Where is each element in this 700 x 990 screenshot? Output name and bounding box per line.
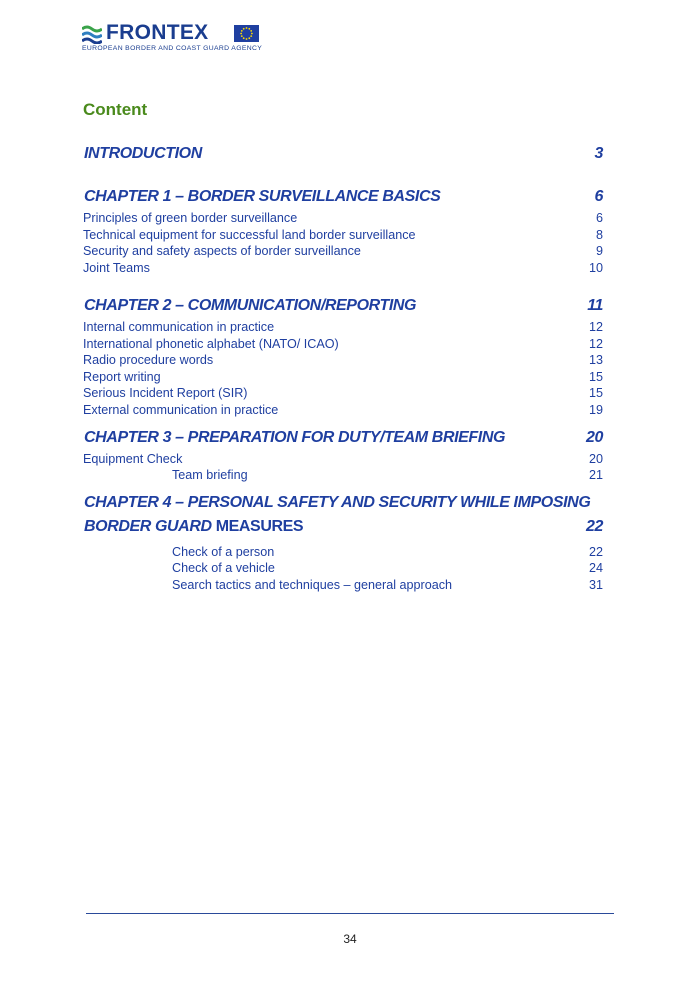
toc-entry[interactable] xyxy=(0,211,700,229)
entry-page: 9 xyxy=(595,244,603,258)
entry-page: 31 xyxy=(588,578,603,592)
chapter-title: INTRODUCTION xyxy=(84,145,202,162)
entry-page: 8 xyxy=(595,228,603,242)
frontex-wave-icon xyxy=(82,24,102,44)
entry-page: 21 xyxy=(588,468,603,482)
chapter-title: CHAPTER 3 – PREPARATION FOR DUTY/TEAM BRIEFING xyxy=(84,429,506,446)
entry-page: 12 xyxy=(588,320,603,334)
toc-chapter-2[interactable] xyxy=(0,297,700,315)
entry-page: 22 xyxy=(588,545,603,559)
entry-page: 13 xyxy=(588,353,603,367)
chapter-page: 22 xyxy=(586,518,603,535)
entry-title: Security and safety aspects of border surveillance xyxy=(83,244,361,258)
entry-page: 19 xyxy=(588,403,603,417)
toc-entry[interactable] xyxy=(0,261,700,279)
frontex-logo xyxy=(82,22,262,56)
entry-title: Technical equipment for successful land border surveillance xyxy=(83,228,416,242)
entry-title: Search tactics and techniques – general approach xyxy=(172,578,453,592)
toc-entry[interactable] xyxy=(0,561,700,579)
entry-title: Joint Teams xyxy=(83,261,150,275)
entry-title: Equipment Check xyxy=(83,452,183,466)
chapter-title-italic-part: BORDER GUARD xyxy=(84,518,212,535)
entry-page: 12 xyxy=(588,337,603,351)
entry-title: Radio procedure words xyxy=(83,353,214,367)
content-heading: Content xyxy=(83,100,148,119)
entry-page: 15 xyxy=(588,386,603,400)
toc-entry[interactable] xyxy=(0,320,700,338)
entry-title: Report writing xyxy=(83,370,161,384)
entry-page: 10 xyxy=(588,261,603,275)
entry-page: 15 xyxy=(588,370,603,384)
toc-chapter-1[interactable] xyxy=(0,188,700,206)
toc-introduction[interactable] xyxy=(0,145,700,163)
toc-entry[interactable] xyxy=(0,353,700,371)
entry-title: Team briefing xyxy=(172,468,248,482)
chapter-title-line2 xyxy=(84,518,303,536)
chapter-page: 20 xyxy=(586,429,603,446)
chapter-title: CHAPTER 2 – COMMUNICATION/REPORTING xyxy=(84,297,417,314)
page-number: 34 xyxy=(343,932,357,946)
chapter-title: CHAPTER 1 – BORDER SURVEILLANCE BASICS xyxy=(84,188,441,205)
eu-flag-icon xyxy=(234,25,259,42)
chapter-title-line1: CHAPTER 4 – PERSONAL SAFETY AND SECURITY WHILE IMPOSING xyxy=(84,494,591,511)
logo-subtitle: EUROPEAN BORDER AND COAST GUARD AGENCY xyxy=(82,45,263,52)
chapter-page: 3 xyxy=(594,145,603,162)
chapter-title-upright-part: MEASURES xyxy=(211,518,304,535)
toc-entry[interactable] xyxy=(0,244,700,262)
entry-title: Serious Incident Report (SIR) xyxy=(83,386,248,400)
toc-entry[interactable] xyxy=(0,578,700,596)
chapter-page: 11 xyxy=(587,297,603,314)
entry-title: Internal communication in practice xyxy=(83,320,275,334)
entry-title: External communication in practice xyxy=(83,403,279,417)
entry-title: International phonetic alphabet (NATO/ ICAO) xyxy=(83,337,339,351)
footer-divider xyxy=(86,913,614,914)
toc-chapter-4[interactable] xyxy=(0,494,700,512)
entry-title: Check of a vehicle xyxy=(172,561,275,575)
toc-entry[interactable] xyxy=(0,403,700,421)
entry-title: Check of a person xyxy=(172,545,275,559)
chapter-page: 6 xyxy=(594,188,603,205)
entry-title: Principles of green border surveillance xyxy=(83,211,298,225)
entry-page: 20 xyxy=(588,452,603,466)
logo-wordmark: FRONTEX xyxy=(106,21,209,44)
toc-chapter-4-line2[interactable] xyxy=(0,518,700,536)
toc-entry[interactable] xyxy=(0,386,700,404)
toc-chapter-3[interactable] xyxy=(0,429,700,447)
entry-page: 24 xyxy=(588,561,603,575)
entry-page: 6 xyxy=(595,211,603,225)
toc-entry[interactable] xyxy=(0,468,700,486)
